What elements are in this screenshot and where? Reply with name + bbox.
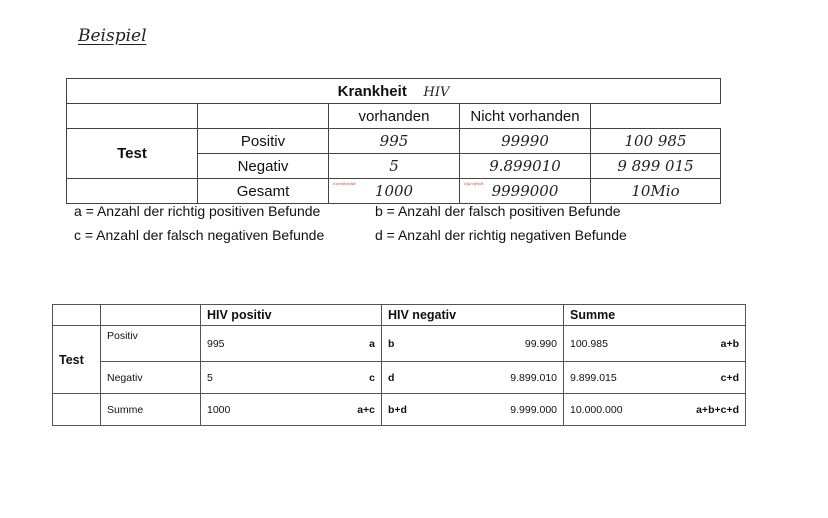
positiv-label: Positiv bbox=[198, 129, 329, 154]
row-label: Positiv bbox=[101, 326, 201, 362]
value-cell: 5 bbox=[329, 154, 460, 179]
summe-header: Summe bbox=[564, 305, 746, 326]
table-cell bbox=[382, 394, 564, 426]
cell-value: 99.990 bbox=[524, 337, 557, 350]
value-cell: 9 899 015 bbox=[591, 154, 721, 179]
page-title: Beispiel bbox=[78, 26, 147, 46]
value-cell: 9.899010 bbox=[460, 154, 591, 179]
cell-formula: a+c bbox=[357, 403, 375, 416]
table-cell bbox=[564, 394, 746, 426]
sensitivity-note: Sensitivität bbox=[333, 181, 357, 186]
value-cell bbox=[329, 179, 460, 204]
cell-value: 100.985 bbox=[570, 337, 608, 350]
legend-d: d = Anzahl der richtig negativen Befunde bbox=[375, 227, 627, 243]
row-label: Summe bbox=[101, 394, 201, 426]
table-cell bbox=[201, 362, 382, 394]
blank-cell bbox=[53, 305, 101, 326]
test-label: Test bbox=[53, 326, 101, 394]
row-label: Negativ bbox=[101, 362, 201, 394]
cell-value: 9.899.015 bbox=[570, 371, 617, 384]
printed-table bbox=[52, 304, 746, 426]
hiv-label: HIV bbox=[423, 84, 450, 100]
legend-a: a = Anzahl der richtig positiven Befunde bbox=[74, 203, 321, 219]
table-cell bbox=[564, 362, 746, 394]
test-label: Test bbox=[67, 129, 198, 179]
table-cell bbox=[201, 326, 382, 362]
krankheit-label: Krankheit bbox=[337, 82, 407, 100]
specificity-note: Spezifität bbox=[464, 181, 484, 186]
blank-cell bbox=[101, 305, 201, 326]
value-cell: 99990 bbox=[460, 129, 591, 154]
table-cell bbox=[201, 394, 382, 426]
table-cell bbox=[382, 326, 564, 362]
cell-formula: a+b+c+d bbox=[696, 403, 739, 416]
cell-value: 5 bbox=[207, 371, 213, 384]
handwritten-table bbox=[66, 78, 721, 204]
gesamt-label: Gesamt bbox=[198, 179, 329, 204]
value-text: 9999000 bbox=[491, 182, 559, 200]
cell-formula: c bbox=[369, 371, 375, 384]
negativ-label: Negativ bbox=[198, 154, 329, 179]
legend-c: c = Anzahl der falsch negativen Befunde bbox=[74, 227, 325, 243]
blank-cell bbox=[67, 179, 198, 204]
value-cell: 10Mio bbox=[591, 179, 721, 204]
blank-cell bbox=[67, 104, 198, 129]
cell-value: 9.999.000 bbox=[510, 403, 557, 416]
cell-formula: d bbox=[388, 371, 395, 384]
blank-cell bbox=[591, 104, 721, 129]
blank-cell bbox=[198, 104, 329, 129]
cell-formula: b bbox=[388, 337, 395, 350]
table-cell bbox=[564, 326, 746, 362]
value-text: 1000 bbox=[374, 182, 414, 200]
cell-formula: c+d bbox=[720, 371, 739, 384]
krankheit-header bbox=[67, 79, 721, 104]
legend-b: b = Anzahl der falsch positiven Befunde bbox=[375, 203, 621, 219]
table-cell bbox=[382, 362, 564, 394]
hiv-positiv-header: HIV positiv bbox=[201, 305, 382, 326]
value-cell: 995 bbox=[329, 129, 460, 154]
cell-value: 1000 bbox=[207, 403, 231, 416]
vorhanden-header: vorhanden bbox=[329, 104, 460, 129]
value-cell bbox=[460, 179, 591, 204]
cell-formula: a bbox=[369, 337, 375, 350]
cell-value: 9.899.010 bbox=[510, 371, 557, 384]
nicht-vorhanden-header: Nicht vorhanden bbox=[460, 104, 591, 129]
hiv-negativ-header: HIV negativ bbox=[382, 305, 564, 326]
cell-value: 995 bbox=[207, 337, 225, 350]
blank-cell bbox=[53, 394, 101, 426]
value-cell: 100 985 bbox=[591, 129, 721, 154]
cell-formula: b+d bbox=[388, 403, 407, 416]
cell-formula: a+b bbox=[720, 337, 739, 350]
cell-value: 10.000.000 bbox=[570, 403, 623, 416]
